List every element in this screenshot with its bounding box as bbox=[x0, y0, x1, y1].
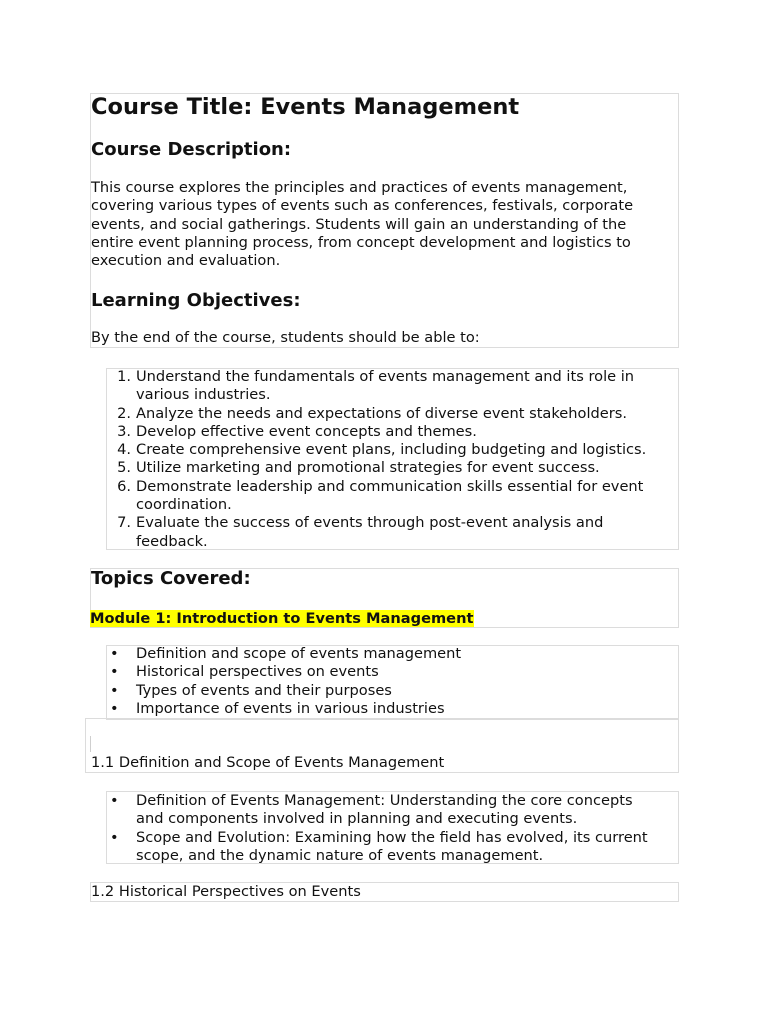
module-1-list bbox=[110, 645, 676, 718]
objective-text: Evaluate the success of events through post-event analysis and bbox=[136, 514, 604, 532]
module-1-item bbox=[110, 681, 676, 700]
module-1-title bbox=[90, 608, 474, 628]
bullet-icon: • bbox=[110, 681, 119, 699]
objective-text: various industries. bbox=[136, 386, 271, 404]
list-number: 5. bbox=[117, 459, 131, 477]
objective-text: Understand the fundamentals of events management and its role in bbox=[136, 368, 635, 385]
bullet-icon: • bbox=[110, 699, 119, 717]
text-cursor-mark bbox=[90, 736, 91, 752]
objective-item bbox=[117, 459, 676, 477]
section-1-1-list bbox=[110, 792, 676, 865]
objective-text: Demonstrate leadership and communication skills essential for event bbox=[136, 477, 644, 495]
objective-text: Utilize marketing and promotional strategies for event success. bbox=[136, 459, 600, 477]
section-1-2-heading: 1.2 Historical Perspectives on Events bbox=[91, 883, 361, 900]
module-1-item-text: Importance of events in various industries bbox=[136, 699, 445, 717]
bullet-icon: • bbox=[110, 828, 119, 846]
objective-text: Develop effective event concepts and themes. bbox=[136, 422, 477, 440]
description-heading: Course Description: bbox=[91, 139, 292, 160]
list-number: 6. bbox=[117, 477, 131, 495]
module-1-title-highlight: Module 1: Introduction to Events Management bbox=[90, 610, 474, 627]
topics-heading: Topics Covered: bbox=[91, 568, 251, 589]
objective-item bbox=[117, 441, 676, 459]
objectives-intro: By the end of the course, students should be able to: bbox=[91, 329, 480, 346]
objectives-list bbox=[117, 368, 676, 551]
description-line: execution and evaluation. bbox=[91, 252, 281, 270]
description-line: events, and social gatherings. Students will gain an understanding of the bbox=[91, 215, 627, 233]
description-line: covering various types of events such as conferences, festivals, corporate bbox=[91, 197, 634, 215]
module-1-item bbox=[110, 699, 676, 718]
objective-text: Create comprehensive event plans, including budgeting and logistics. bbox=[136, 441, 647, 459]
section-1-1-item bbox=[110, 828, 676, 866]
page-title: Course Title: Events Management bbox=[91, 94, 520, 120]
module-1-item-text: Definition and scope of events management bbox=[136, 645, 462, 662]
module-1-item bbox=[110, 645, 676, 663]
objective-item bbox=[117, 514, 676, 551]
objective-item bbox=[117, 368, 676, 405]
objectives-heading: Learning Objectives: bbox=[91, 290, 301, 311]
section-1-1-heading: 1.1 Definition and Scope of Events Management bbox=[91, 754, 445, 771]
objective-item bbox=[117, 477, 676, 515]
list-number: 4. bbox=[117, 441, 131, 459]
module-1-item bbox=[110, 663, 676, 681]
section-1-1-item-text: Definition of Events Management: Understanding the core concepts bbox=[136, 792, 633, 809]
objective-text: feedback. bbox=[136, 532, 208, 550]
bullet-icon: • bbox=[110, 792, 119, 809]
objective-item bbox=[117, 404, 676, 423]
description-paragraph bbox=[91, 179, 681, 270]
list-number: 7. bbox=[117, 514, 131, 532]
description-line: entire event planning process, from concept development and logistics to bbox=[91, 233, 631, 251]
bullet-icon: • bbox=[110, 663, 119, 681]
section-1-1-item bbox=[110, 792, 676, 829]
list-number: 3. bbox=[117, 422, 131, 440]
objective-text: Analyze the needs and expectations of diverse event stakeholders. bbox=[136, 404, 627, 422]
module-1-item-text: Types of events and their purposes bbox=[136, 681, 392, 699]
objective-text: coordination. bbox=[136, 496, 232, 514]
bullet-icon: • bbox=[110, 645, 119, 662]
objective-item bbox=[117, 422, 676, 441]
description-line: This course explores the principles and practices of events management, bbox=[91, 179, 628, 196]
section-1-1-item-text: Scope and Evolution: Examining how the field has evolved, its current bbox=[136, 828, 648, 846]
section-1-1-item-text: scope, and the dynamic nature of events management. bbox=[136, 846, 544, 864]
section-1-1-item-text: and components involved in planning and executing events. bbox=[136, 810, 578, 828]
list-number: 2. bbox=[117, 404, 131, 422]
list-number: 1. bbox=[117, 368, 131, 385]
module-1-item-text: Historical perspectives on events bbox=[136, 663, 379, 681]
